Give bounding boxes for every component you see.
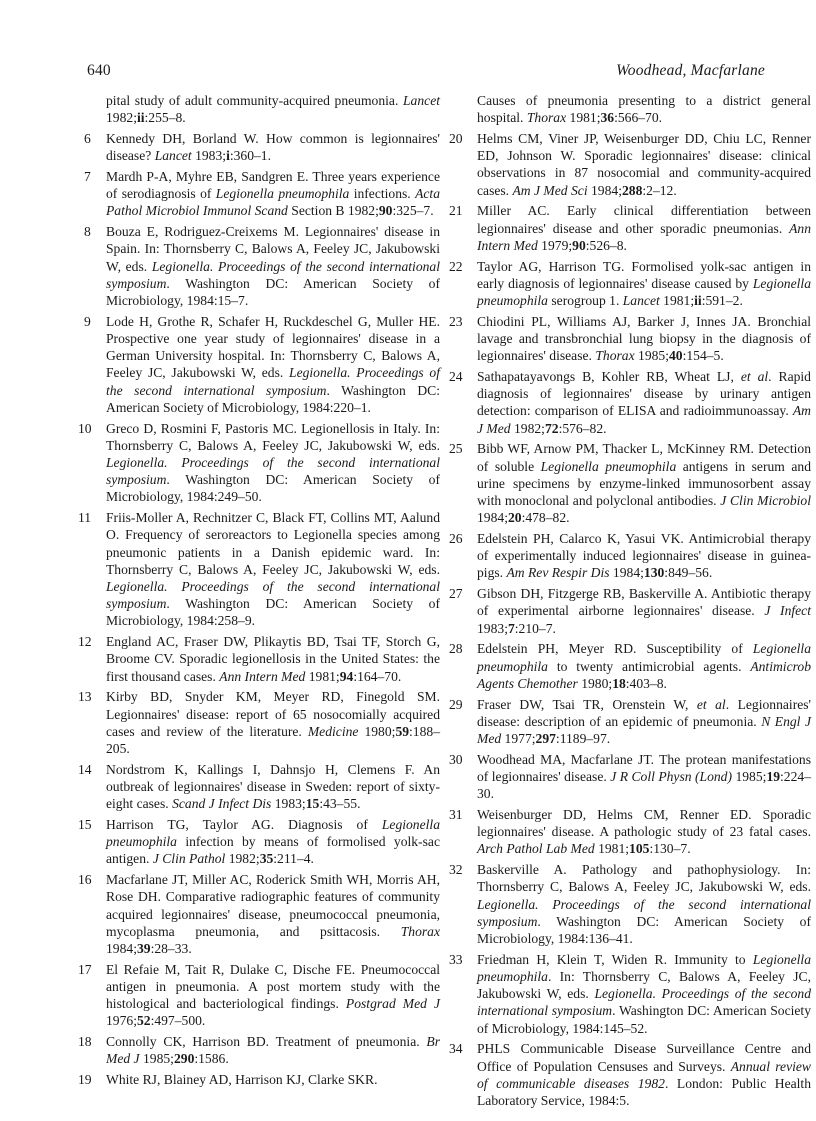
reference-entry: [455, 92, 811, 126]
reference-text: Fraser DW, Tsai TR, Orenstein W, et al. Legionnaires' disease: description of an epidemic of pneumonia. N Engl J Med 1977;297:1189–97.: [477, 696, 812, 747]
reference-text: Chiodini PL, Williams AJ, Barker J, Innes JA. Bronchial lavage and transbronchial lung biopsy in the diagnosis of legionnaires' disease. Thorax 1985;40:154–5.: [477, 313, 811, 364]
reference-entry: [449, 696, 812, 748]
reference-text: Taylor AG, Harrison TG. Formolised yolk-sac antigen in early diagnosis of legionnaires' disease caused by Legionella pneumophila serogroup 1. Lancet 1981;ii:591–2.: [477, 258, 811, 309]
reference-entry: [78, 961, 440, 1030]
reference-text: Greco D, Rosmini F, Pastoris MC. Legionellosis in Italy. In: Thornsberry C, Balows A, Feeley JC, Jakubowski W, eds. Legionella. Proceedings of the second international symposium. Washington DC: American Society of Microbiology, 1984:249–50.: [106, 420, 440, 505]
reference-text: Weisenburger DD, Helms CM, Renner ED. Sporadic legionnaires' disease. A pathologic study of 23 fatal cases. Arch Pathol Lab Med 1981;105:130–7.: [477, 807, 811, 857]
reference-number: 12: [78, 634, 92, 650]
reference-entry: [84, 92, 440, 126]
reference-text: Connolly CK, Harrison BD. Treatment of pneumonia. Br Med J 1985;290:1586.: [106, 1034, 440, 1067]
reference-entry: [449, 751, 811, 803]
reference-text: Nordstrom K, Kallings I, Dahnsjo H, Clemens F. An outbreak of legionnaires' disease in Sweden: report of sixty-eight cases. Scand J Infect Dis 1983;15:43–55.: [106, 761, 440, 812]
reference-number: 8: [84, 224, 91, 240]
reference-entry: [449, 258, 811, 310]
reference-text: PHLS Communicable Disease Surveillance Centre and Office of Population Censuses and Surveys. Annual review of communicable diseases 1982. London: Public Health Laboratory Service, 1984:5.: [477, 1041, 811, 1109]
reference-entry: [78, 761, 440, 813]
reference-number: 17: [78, 961, 92, 977]
reference-text: Edelstein PH, Meyer RD. Susceptibility of Legionella pneumophila to twenty antimicrobial agents. Antimicrob Agents Chemother 1980;18:403–8.: [477, 641, 811, 691]
reference-number: 10: [78, 420, 92, 436]
reference-text: Macfarlane JT, Miller AC, Roderick Smith WH, Morris AH, Rose DH. Comparative radiographic features of community acquired legionnaires' disease, pneumococcal pneumonia, mycoplasma pneumonia, and psittacosis. Thorax 1984;39:28–33.: [106, 872, 440, 957]
reference-number: 27: [449, 586, 463, 602]
reference-text: Gibson DH, Fitzgerge RB, Baskerville A. Antibiotic therapy of experimental airborne legionnaires' disease. J Infect 1983;7:210–7.: [477, 586, 811, 636]
reference-entry: [84, 168, 440, 220]
reference-number: 6: [84, 131, 91, 146]
page-number: 640: [87, 62, 111, 79]
reference-number: 22: [449, 258, 463, 274]
reference-text: Woodhead MA, Macfarlane JT. The protean manifestations of legionnaires' disease. J R Coll Physn (Lond) 1985;19:224–30.: [477, 751, 811, 802]
reference-text: pital study of adult community-acquired pneumonia. Lancet 1982;ii:255–8.: [106, 93, 440, 126]
reference-entry: [449, 130, 811, 199]
reference-text: England AC, Fraser DW, Plikaytis BD, Tsai TF, Storch G, Broome CV. Sporadic legionellosis in the United States: the first thousand cases. Ann Intern Med 1981;94:164–70.: [106, 634, 440, 684]
reference-entry: [449, 313, 811, 365]
reference-number: 19: [78, 1072, 92, 1088]
reference-number: 7: [84, 169, 91, 184]
reference-entry: [78, 420, 440, 506]
reference-entry: [449, 1040, 811, 1109]
reference-column-right: [449, 92, 812, 1113]
reference-entry: [78, 1071, 440, 1088]
reference-entry: [449, 585, 811, 637]
reference-entry: [449, 861, 811, 947]
reference-entry: [78, 509, 440, 629]
reference-number: 31: [449, 807, 463, 823]
reference-text: Kennedy DH, Borland W. How common is legionnaires' disease? Lancet 1983;i:360–1.: [106, 131, 440, 164]
reference-entry: [78, 688, 440, 757]
reference-number: 23: [449, 313, 463, 329]
reference-number: 18: [78, 1034, 92, 1050]
reference-number: 32: [449, 862, 463, 878]
reference-text: El Refaie M, Tait R, Dulake C, Dische FE. Pneumococcal antigen in pneumonia. A post mortem study with the histological and bacteriological findings. Postgrad Med J 1976;52:497–500.: [106, 961, 440, 1029]
reference-entry: [449, 202, 811, 254]
reference-number: 26: [449, 531, 463, 547]
reference-entry: [78, 1033, 440, 1067]
reference-number: 15: [78, 817, 92, 833]
reference-text: Friis-Moller A, Rechnitzer C, Black FT, Collins MT, Aalund O. Frequency of seroreactors to Legionella species among pneumonic patients in a Danish epidemic ward. In: Thornsberry C, Balows A, Feeley JC, Jakubowski W, eds. Legionella. Proceedings of the second international symposium. Washington DC: American Society of Microbiology, 1984:258–9.: [106, 510, 440, 629]
reference-text: Baskerville A. Pathology and pathophysiology. In: Thornsberry C, Balows A, Feeley JC, Jakubowski W, eds. Legionella. Proceedings of the second international symposium. Washington DC: American Society of Microbiology, 1984:136–41.: [477, 862, 811, 947]
reference-text: Friedman H, Klein T, Widen R. Immunity to Legionella pneumophila. In: Thornsberry C, Balows A, Feeley JC, Jakubowski W, eds. Legionella. Proceedings of the second international symposium. Washington DC: American Society of Microbiology, 1984:145–52.: [477, 951, 811, 1036]
reference-text: Mardh P-A, Myhre EB, Sandgren E. Three years experience of serodiagnosis of Legionella pneumophila infections. Acta Pathol Microbiol Immunol Scand Section B 1982;90:325–7.: [106, 169, 440, 219]
reference-number: 13: [78, 689, 92, 705]
reference-entry: [78, 816, 440, 868]
reference-number: 11: [78, 510, 92, 526]
running-head: Woodhead, Macfarlane: [616, 62, 765, 79]
reference-number: 14: [78, 761, 92, 777]
reference-text: Kirby BD, Snyder KM, Meyer RD, Finegold SM. Legionnaires' disease: report of 65 nosocomially acquired cases and review of the literature. Medicine 1980;59:188–205.: [106, 689, 440, 757]
reference-text: Edelstein PH, Calarco K, Yasui VK. Antimicrobial therapy of experimentally induced legionnaires' disease in guinea-pigs. Am Rev Respir Dis 1984;130:849–56.: [477, 531, 811, 581]
reference-number: 28: [449, 641, 463, 657]
reference-entry: [84, 223, 440, 309]
reference-entry: [78, 871, 440, 957]
reference-text: Causes of pneumonia presenting to a district general hospital. Thorax 1981;36:566–70.: [477, 93, 811, 126]
reference-number: 9: [84, 313, 91, 329]
reference-text: Bibb WF, Arnow PM, Thacker L, McKinney RM. Detection of soluble Legionella pneumophila antigens in serum and urine specimens by enzyme-linked immunosorbent assay with monoclonal and polyclonal antibodies. J Clin Microbiol 1984;20:478–82.: [477, 441, 811, 526]
reference-column-left: [78, 92, 441, 1092]
reference-text: Harrison TG, Taylor AG. Diagnosis of Legionella pneumophila infection by means of formolised yolk-sac antigen. J Clin Pathol 1982;35:211–4.: [106, 817, 440, 867]
reference-number: 21: [449, 203, 463, 219]
reference-number: 16: [78, 872, 92, 888]
reference-number: 30: [449, 751, 463, 767]
reference-text: White RJ, Blainey AD, Harrison KJ, Clarke SKR.: [106, 1072, 378, 1088]
reference-number: 20: [449, 131, 463, 146]
reference-text: Bouza E, Rodriguez-Creixems M. Legionnaires' disease in Spain. In: Thornsberry C, Balows A, Feeley JC, Jakubowski W, eds. Legionella. Proceedings of the second international symposium. Washington DC: American Society of Microbiology, 1984:15–7.: [106, 224, 440, 309]
reference-text: Lode H, Grothe R, Schafer H, Ruckdeschel G, Muller HE. Prospective one year study of legionnaires' disease in a German University hospital. In: Thornsberry C, Balows A, Feeley JC, Jakubowski W, eds. Legionella. Proceedings of the second international symposium. Washington DC: American Society of Microbiology, 1984:220–1.: [106, 313, 441, 415]
reference-number: 29: [449, 696, 463, 712]
reference-number: 34: [449, 1041, 463, 1057]
reference-text: Sathapatayavongs B, Kohler RB, Wheat LJ, et al. Rapid diagnosis of legionnaires' disease by urinary antigen detection: comparison of ELISA and radioimmunoassay. Am J Med 1982;72:576–82.: [477, 369, 811, 436]
reference-entry: [84, 313, 440, 416]
reference-entry: [84, 130, 440, 164]
reference-number: 25: [449, 441, 463, 457]
reference-entry: [449, 368, 811, 437]
reference-text: Miller AC. Early clinical differentiation between legionnaires' disease and other sporadic pneumonias. Ann Intern Med 1979;90:526–8.: [477, 203, 811, 253]
reference-number: 33: [449, 951, 463, 967]
reference-number: 24: [449, 369, 463, 385]
reference-entry: [449, 806, 811, 858]
reference-entry: [449, 640, 811, 692]
reference-entry: [449, 951, 811, 1037]
reference-entry: [449, 440, 811, 526]
reference-entry: [78, 633, 440, 685]
reference-text: Helms CM, Viner JP, Weisenburger DD, Chiu LC, Renner ED, Johnson W. Sporadic legionnaires' disease: clinical observations in 87 nosocomial and community-acquired cases. Am J Med Sci 1984;288:2–12.: [477, 131, 811, 198]
reference-entry: [449, 530, 811, 582]
